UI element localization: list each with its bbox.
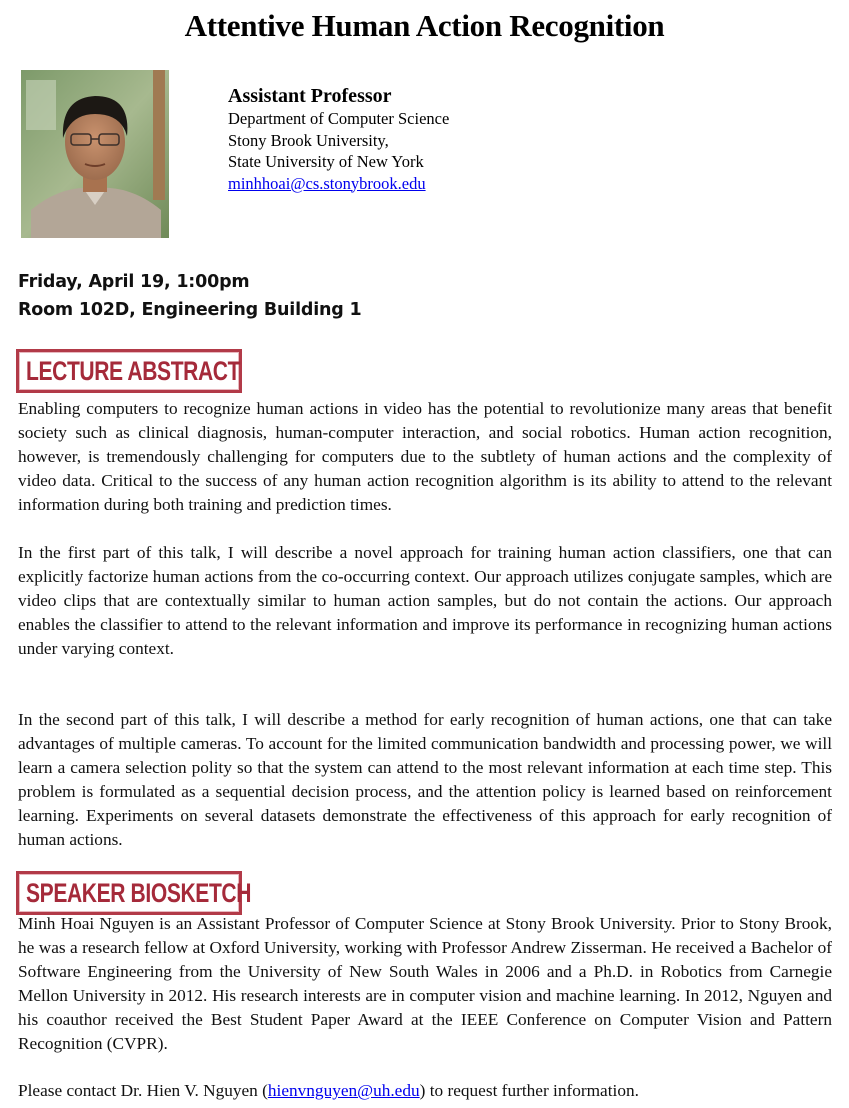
speaker-biosketch-heading [16,871,252,915]
speaker-biosketch-heading-text: SPEAKER BIOSKETCH [26,877,252,908]
abstract-paragraph: In the second part of this talk, I will describe a method for early recognition of human actions, one that can take advantages of multiple cameras. To account for the limited communication bandwidth and processing power, we will learn a camera selection polity so that the system can attend to the most relevant information at each time step. This problem is formulated as a sequential decision process, and the attention policy is learned based on reinforcement learning. Experiments on several datasets demonstrate the effectiveness of this approach for early recognition of human actions. [18,710,832,849]
event-datetime: Friday, April 19, 1:00pm [18,272,250,292]
speaker-photo [21,70,169,238]
speaker-system: State University of New York [228,152,424,171]
event-location: Room 102D, Engineering Building 1 [18,300,362,320]
speaker-portrait-icon [21,70,169,238]
speaker-info [228,84,449,194]
abstract-paragraph: In the first part of this talk, I will describe a novel approach for training human action classifiers, one that can explicitly factorize human actions from the co-occurring context. Our approach utilizes conjugate samples, which are video clips that are contextually similar to human action samples, but do not contain the actions. Our approach enables the classifier to attend to the relevant information and improve its performance in recognizing human actions under varying context. [18,543,832,658]
document-title: Attentive Human Action Recognition [184,8,665,43]
speaker-role: Assistant Professor [228,85,392,107]
contact-prefix: Please contact Dr. Hien V. Nguyen ( [18,1081,268,1100]
speaker-email-link[interactable]: minhhoai@cs.stonybrook.edu [228,173,426,193]
contact-line [18,1079,832,1103]
speaker-university: Stony Brook University, [228,130,389,150]
contact-suffix: ) to request further information. [419,1081,639,1100]
lecture-abstract-heading-text: LECTURE ABSTRACT [26,355,241,386]
event-details [18,268,361,324]
speaker-department: Department of Computer Science [228,109,450,128]
contact-email-link[interactable]: hienvnguyen@uh.edu [267,1081,420,1100]
biosketch-paragraph: Minh Hoai Nguyen is an Assistant Professor of Computer Science at Stony Brook University. Prior to Stony Brook, he was a research fellow at Oxford University, working with Professor Andrew Zisserman. He received a Bachelor of Software Engineering from the University of New South Wales in 2006 and a Ph.D. in Robotics from Carnegie Mellon University in 2012. His research interests are in computer vision and machine learning. In 2012, Nguyen and his coauthor received the Best Student Paper Award at the IEEE Conference on Computer Vision and Pattern Recognition (CVPR). [18,914,832,1053]
abstract-paragraph: Enabling computers to recognize human actions in video has the potential to revolutionize many areas that benefit society such as clinical diagnosis, human-computer interaction, and social robotics. Human action recognition, however, is tremendously challenging for computers due to the subtlety of human actions and the complexity of video data. Critical to the success of any human action recognition algorithm is its ability to attend to the relevant information during both training and prediction times. [18,399,832,514]
lecture-abstract-heading [16,349,242,393]
